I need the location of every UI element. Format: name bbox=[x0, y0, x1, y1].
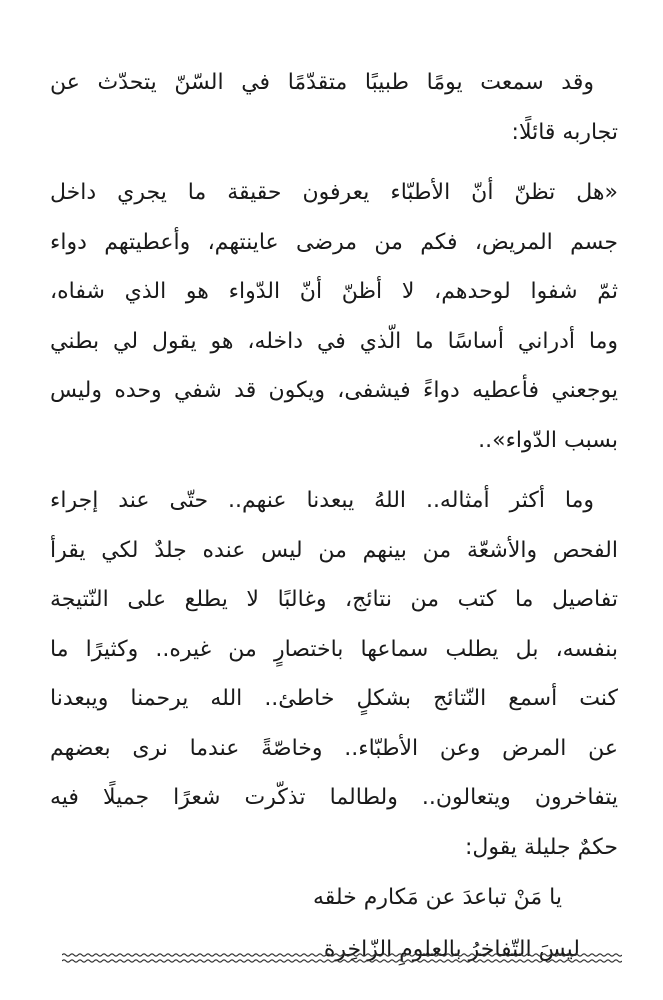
text-line: يتفاخرون ويتعالون.. ولطالما تذكّرت شعرًا جميلًا فيه bbox=[50, 785, 618, 810]
text-line: عن المرض وعن الأطبّاء.. وخاصّةً عندما نرى بعضهم bbox=[50, 735, 618, 761]
text-line: بنفسه، بل يطلب سماعها باختصارٍ من غيره.. وكثيرًا ما bbox=[50, 636, 618, 662]
paragraph bbox=[50, 476, 618, 872]
page-body bbox=[50, 58, 618, 976]
text-line: حكمٌ جليلة يقول: bbox=[465, 834, 618, 860]
text-line: ثمّ شفوا لوحدهم، لا أظنّ أنّ الدّواء هو الذي شفاه، bbox=[50, 279, 618, 304]
poem-verse: يا مَنْ تباعدَ عن مَكارم خلقه bbox=[312, 885, 562, 910]
text-line: وما أكثر أمثاله.. اللهُ يبعدنا عنهم.. حتّى عند إجراء bbox=[50, 488, 594, 513]
wavy-divider bbox=[62, 950, 622, 966]
text-line: يوجعني فأعطيه دواءً فيشفى، ويكون قد شفي وحده وليس bbox=[50, 378, 618, 403]
text-line: جسم المريض، فكم من مرضى عاينتهم، وأعطيتهم دواء bbox=[50, 229, 618, 255]
paragraph bbox=[50, 58, 618, 157]
text-line: بسبب الدّواء».. bbox=[478, 427, 618, 453]
paragraph bbox=[50, 168, 618, 465]
text-line: الفحص والأشعّة من بينهم من ليس عنده جلدٌ لكي يقرأ bbox=[50, 537, 618, 563]
text-line: تفاصيل ما كتب من نتائج، وغالبًا لا يطلع على النّتيجة bbox=[50, 587, 618, 612]
text-line: «هل تظنّ أنّ الأطبّاء يعرفون حقيقة ما يجري داخل bbox=[50, 180, 618, 205]
text-line: وما أدراني أساسًا ما الّذي في داخله، هو يقول لي بطني bbox=[50, 328, 618, 354]
text-line: تجاربه قائلًا: bbox=[511, 119, 618, 145]
text-line: وقد سمعت يومًا طبيبًا متقدّمًا في السّنّ يتحدّث عن bbox=[50, 70, 594, 95]
text-line: كنت أسمع النّتائج بشكلٍ خاطئ.. الله يرحمنا ويبعدنا bbox=[50, 686, 618, 711]
poem-verse: ليسَ التّفاخرُ بالعلومِ الزّاخِرة bbox=[323, 937, 580, 962]
